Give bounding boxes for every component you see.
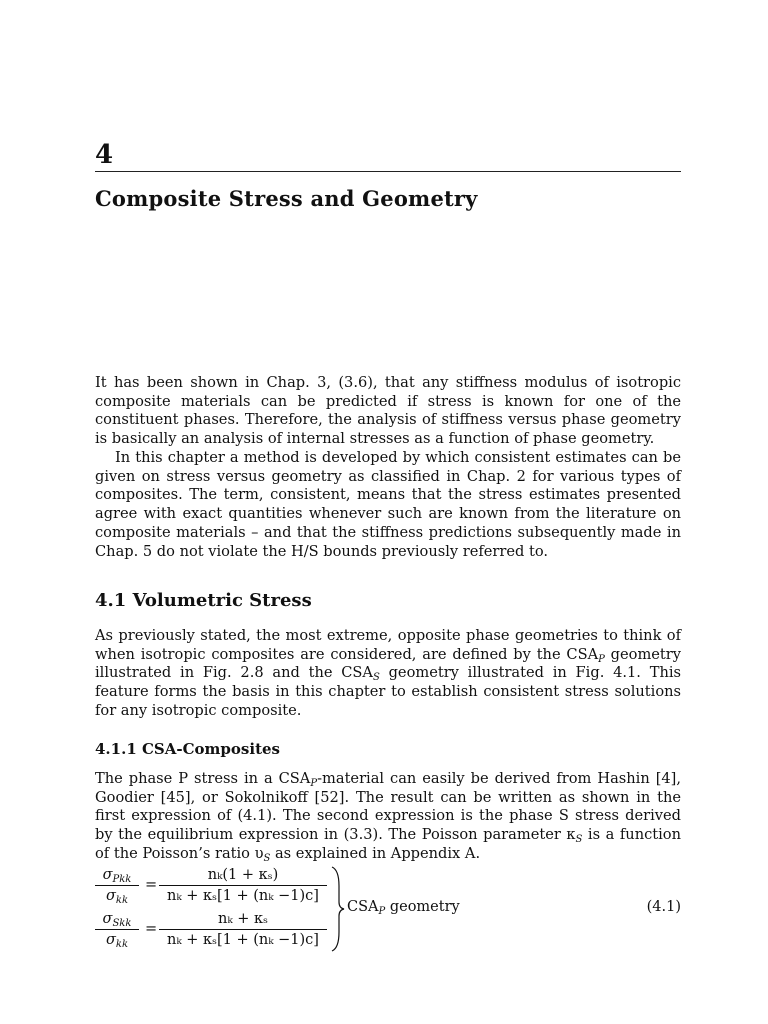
- eq1-lhs-fraction: $\sigma_{Pkk}$ $\sigma_{kk}$: [95, 866, 139, 905]
- equation-4-1: [95, 866, 681, 956]
- eq1-rhs-fraction: nₖ(1 + κₛ) nₖ + κₛ[1 + (nₖ −1)c]: [159, 866, 327, 905]
- intro-paragraph-1: It has been shown in Chap. 3, (3.6), that any stiffness modulus of isotropic composite materials can be predicted if stress is known for one of the constituent phases. Therefore, the analysis of stiffness versus phase geometry is basically an analysis of internal stresses as a function of phase geometry.: [95, 374, 681, 448]
- eq2-equals: =: [145, 921, 158, 937]
- right-brace: [331, 866, 345, 952]
- chapter-number: 4: [95, 140, 114, 170]
- chapter-title: Composite Stress and Geometry: [95, 186, 478, 211]
- equation-number: (4.1): [646, 899, 681, 915]
- eq2-rhs-fraction: nₖ + κₛ nₖ + κₛ[1 + (nₖ −1)c]: [159, 910, 327, 949]
- csa-geometry-label: $CSA_P$ geometry: [347, 899, 460, 917]
- eq2-lhs-fraction: $\sigma_{Skk}$ $\sigma_{kk}$: [95, 910, 139, 949]
- intro-paragraph-2: In this chapter a method is developed by which consistent estimates can be given on stress versus geometry as classified in Chap. 2 for various types of composites. The term, consistent, means that the stress estimates presented agree with exact quantities whenever such are known from the literature on composite materials – and that the stiffness predictions subsequently made in Chap. 5 do not violate the H/S bounds previously referred to.: [95, 449, 681, 560]
- subsection-title: 4.1.1 CSA-Composites: [95, 740, 280, 758]
- section-title: 4.1 Volumetric Stress: [95, 590, 312, 611]
- chapter-rule: [95, 171, 681, 172]
- section-paragraph: As previously stated, the most extreme, opposite phase geometries to think of when isotropic composites are considered, are defined by the $CSA_P$ geometry illustrated in Fig. 2.8 and the $CSA_S$ geometry illustrated in Fig. 4.1. This feature forms the basis in this chapter to establish consistent stress solutions for any isotropic composite.: [95, 627, 682, 719]
- subsection-paragraph: The phase P stress in a $CSA_P$-material can easily be derived from Hashin [4], Goodier [45], or Sokolnikoff [52]. The result can be written as shown in the first expression of (4.1). The second expression is the phase S stress derived by the equilibrium expression in (3.3). The Poisson parameter $\kappa_S$ is a function of the Poisson’s ratio $\upsilon_S$ as explained in Appendix A.: [95, 770, 682, 864]
- eq1-equals: =: [145, 877, 158, 893]
